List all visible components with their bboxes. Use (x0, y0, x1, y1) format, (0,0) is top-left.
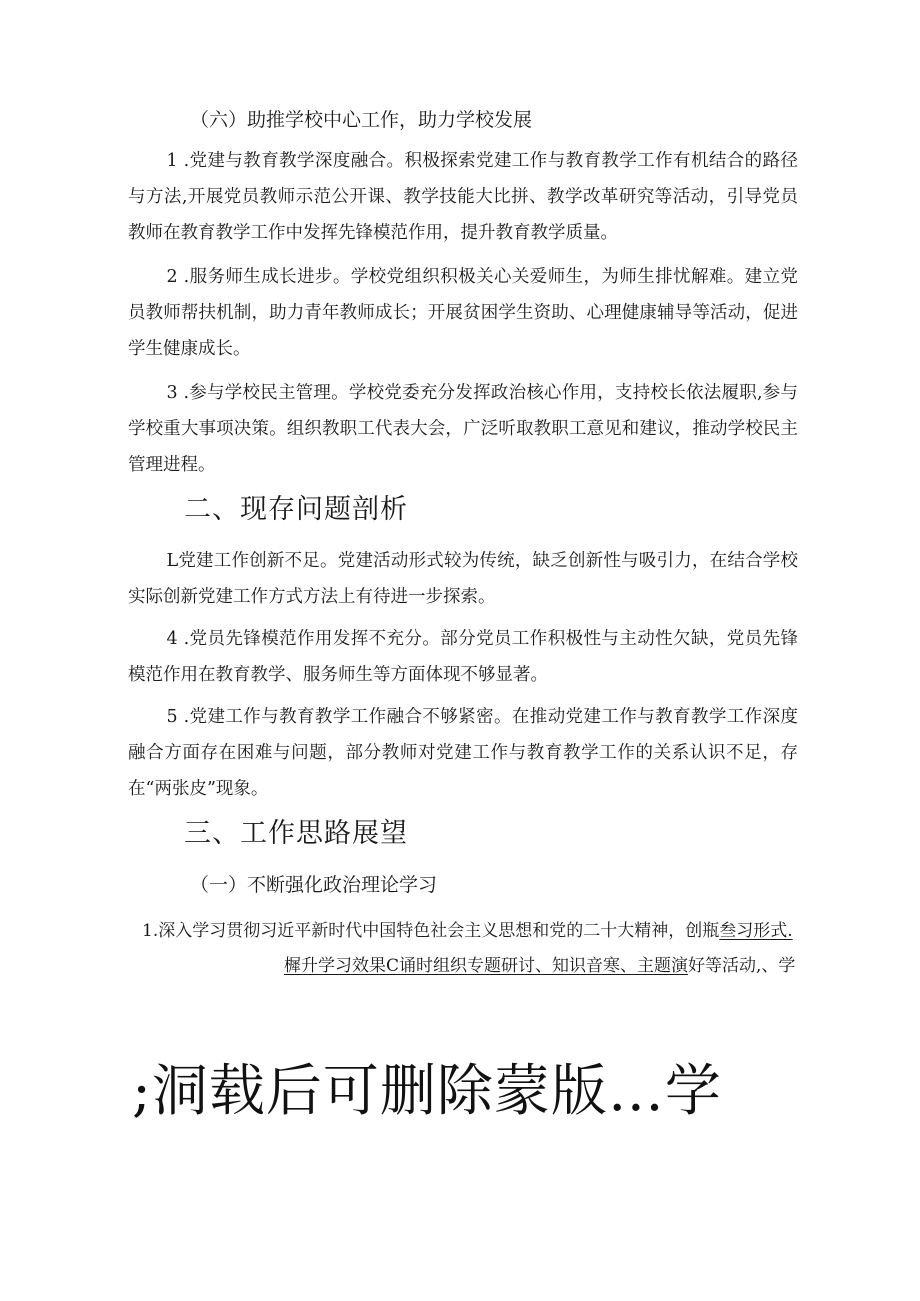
paragraph-management: 3 .参与学校民主管理。学校党委充分发挥政治核心作用，支持校长依法履职,参与学校重大事项决策。组织教职工代表大会，广泛听取教职工意见和建议，推动学校民主管理进程。 (128, 383, 798, 475)
subsection-six-heading: （六）助推学校中心工作，助力学校发展 (190, 109, 533, 131)
paragraph-innovation: L党建工作创新不足。党建活动形式较为传统，缺乏创新性与吸引力，在结合学校实际创新党建工作方式方法上有待进一步探索。 (128, 551, 798, 607)
section-two-heading: 二、现存问题剖析 (184, 494, 408, 525)
item-one-line-two (284, 949, 804, 983)
item-one-line-two-underlined: 樨升学习效果C诵时组织专题研讨、知识音寒、主题演 (284, 956, 689, 976)
paragraph-service: 2 .服务师生成长进步。学校党组织积极关心关爱师生，为师生排忧解难。建立党员教师帮扶机制，助力青年教师成长；开展贫困学生资助、心理健康辅导等活动，促进学生健康成长。 (128, 267, 798, 359)
item-one-underlined-text: 叁习形式. (719, 921, 793, 941)
item-one-text: 1.深入学习贯彻习近平新时代中国特色社会主义思想和党的二十大精神，创瓶 (142, 921, 720, 941)
paragraph-integration: 1 .党建与教育教学深度融合。积极探索党建工作与教育教学工作有机结合的路径与方法,开展党员教师示范公开课、教学技能大比拼、教学改革研究等活动，引导党员教师在教育教学工作中发挥先锋模范作用，提升教育教学质量。 (128, 151, 798, 243)
item-one-line (142, 914, 802, 948)
paragraph-fusion: 5 .党建工作与教育教学工作融合不够紧密。在推动党建工作与教育教学工作深度融合方面存在困难与问题，部分教师对党建工作与教育教学工作的关系认识不足，存在“两张皮”现象。 (128, 707, 798, 799)
item-one-line-two-text: 好等活动,、学 (688, 956, 796, 976)
section-three-heading: 三、工作思路展望 (184, 818, 408, 849)
paragraph-vanguard: 4 .党员先锋模范作用发挥不充分。部分党员工作积极性与主动性欠缺，党员先锋模范作用在教育教学、服务师生等方面体现不够显著。 (128, 629, 798, 685)
watermark-overlay-text: ;洞载后可删除蒙版…学 (132, 1059, 722, 1124)
subsection-one-heading: （一）不断强化政治理论学习 (190, 874, 438, 896)
